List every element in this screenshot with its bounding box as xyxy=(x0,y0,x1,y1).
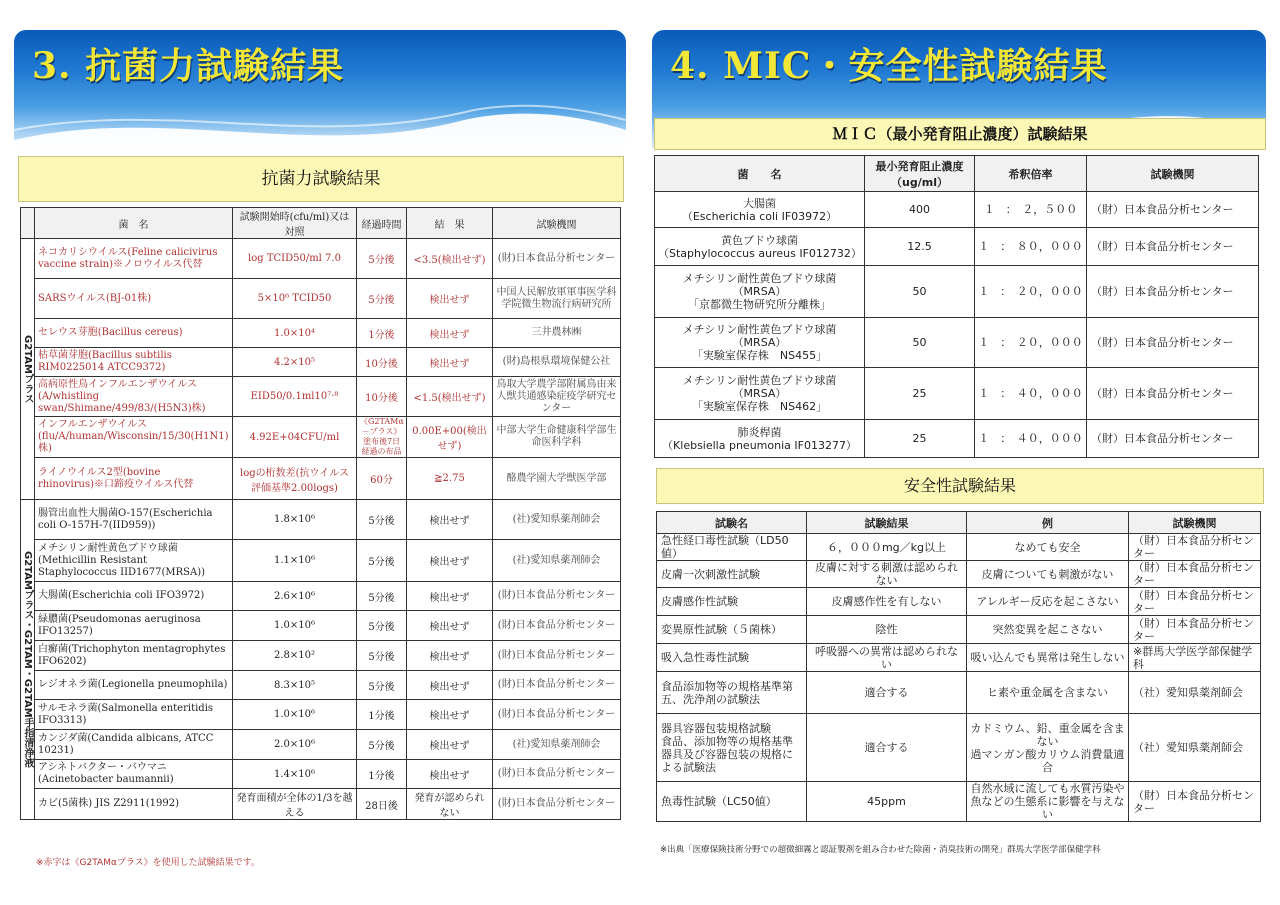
mic-lab-cell: （財）日本食品分析センター xyxy=(1087,192,1259,228)
safety-result-cell: 適合する xyxy=(807,672,967,714)
result-cell: <1.5(検出せず) xyxy=(407,377,493,417)
mic-table xyxy=(654,155,1259,458)
safety-lab-cell: （財）日本食品分析センター xyxy=(1129,782,1261,822)
start-cell: 4.92E+04CFU/ml xyxy=(233,417,357,458)
safety-example-cell: ヒ素や重金属を含まない xyxy=(967,672,1129,714)
left-footnote: ※赤字は《G2TAMαプラス》を使用した試験結果です。 xyxy=(36,858,260,868)
lab-cell: 鳥取大学農学部附属鳥由来人獣共通感染症疫学研究センター xyxy=(493,377,621,417)
lab-cell: (財)日本食品分析センター xyxy=(493,611,621,641)
header-time: 経過時間 xyxy=(357,208,407,239)
lab-cell: 中部大学生命健康科学部生命医科学科 xyxy=(493,417,621,458)
table-row xyxy=(657,561,1261,588)
organism-cell: 腸管出血性大腸菌O-157(Escherichia coli O-157H-7(IID959)) xyxy=(35,500,233,540)
group-label-g2tam-plus: G2TAMプラス xyxy=(21,239,35,500)
mic-lab-cell: （財）日本食品分析センター xyxy=(1087,368,1259,420)
time-cell: 60分 xyxy=(357,458,407,500)
safety-header-lab: 試験機関 xyxy=(1129,512,1261,534)
table-row xyxy=(655,420,1259,458)
table-row xyxy=(21,279,621,319)
result-cell: 検出せず xyxy=(407,348,493,377)
lab-cell: (社)愛知県薬剤師会 xyxy=(493,500,621,540)
organism-cell: メチシリン耐性黄色ブドウ球菌(Methicillin Resistant Staphylococcus IID1677(MRSA)) xyxy=(35,540,233,582)
time-cell: 5分後 xyxy=(357,239,407,279)
table-row xyxy=(21,700,621,730)
safety-lab-cell: （財）日本食品分析センター xyxy=(1129,534,1261,561)
start-cell: 1.0×10⁴ xyxy=(233,319,357,348)
safety-result-cell: 皮膚に対する刺激は認められない xyxy=(807,561,967,588)
result-cell: 検出せず xyxy=(407,760,493,789)
result-cell: ≧2.75 xyxy=(407,458,493,500)
safety-header-result: 試験結果 xyxy=(807,512,967,534)
safety-header-test: 試験名 xyxy=(657,512,807,534)
mic-lab-cell: （財）日本食品分析センター xyxy=(1087,318,1259,368)
time-cell: 5分後 xyxy=(357,730,407,760)
mic-header-row xyxy=(655,156,1259,192)
table-row xyxy=(21,239,621,279)
table-row xyxy=(21,319,621,348)
organism-cell: ネコカリシウイルス(Feline calicivirus vaccine strain)※ノロウイルス代替 xyxy=(35,239,233,279)
table-row xyxy=(21,789,621,820)
table-row xyxy=(657,588,1261,616)
table-row xyxy=(655,318,1259,368)
mic-lab-cell: （財）日本食品分析センター xyxy=(1087,266,1259,318)
safety-test-cell: 吸入急性毒性試験 xyxy=(657,644,807,672)
organism-cell: アシネトバクター・バウマニ(Acinetobacter baumannii) xyxy=(35,760,233,789)
safety-example-cell: 突然変異を起こさない xyxy=(967,616,1129,644)
organism-cell: ライノウイルス2型(bovine rhinovirus)※口蹄疫ウイルス代替 xyxy=(35,458,233,500)
mic-organism-cell: 大腸菌 （Escherichia coli IF03972） xyxy=(655,192,865,228)
start-cell: EID50/0.1ml10⁷·⁸ xyxy=(233,377,357,417)
lab-cell: (財)日本食品分析センター xyxy=(493,789,621,820)
organism-cell: 緑膿菌(Pseudomonas aeruginosa IFO13257) xyxy=(35,611,233,641)
start-cell: 1.0×10⁶ xyxy=(233,700,357,730)
table-row xyxy=(21,500,621,540)
table-row xyxy=(655,266,1259,318)
result-cell: 検出せず xyxy=(407,319,493,348)
mic-ratio-cell: １ ： ２０，０００ xyxy=(975,318,1087,368)
safety-test-cell: 食品添加物等の規格基準第五、洗浄剤の試験法 xyxy=(657,672,807,714)
start-cell: 2.6×10⁶ xyxy=(233,582,357,611)
lab-cell: (財)日本食品分析センター xyxy=(493,239,621,279)
time-cell: 1分後 xyxy=(357,319,407,348)
mic-conc-cell: 400 xyxy=(865,192,975,228)
safety-test-cell: 皮膚一次刺激性試験 xyxy=(657,561,807,588)
mic-conc-cell: 50 xyxy=(865,318,975,368)
time-cell: 5分後 xyxy=(357,641,407,671)
table-row xyxy=(21,611,621,641)
result-cell: 検出せず xyxy=(407,540,493,582)
start-cell: 4.2×10⁵ xyxy=(233,348,357,377)
mic-organism-cell: メチシリン耐性黄色ブドウ球菌 （MRSA） 「実験室保存株 NS455」 xyxy=(655,318,865,368)
table-row xyxy=(657,714,1261,782)
result-cell: 検出せず xyxy=(407,671,493,700)
time-cell: 5分後 xyxy=(357,671,407,700)
header-start: 試験開始時(cfu/ml)又は対照 xyxy=(233,208,357,239)
safety-section-title: 安全性試験結果 xyxy=(656,468,1264,504)
table-row xyxy=(21,348,621,377)
table-row xyxy=(21,760,621,789)
start-cell: 2.8×10² xyxy=(233,641,357,671)
mic-ratio-cell: １ ： ４０，０００ xyxy=(975,420,1087,458)
start-cell: 5×10⁶ TCID50 xyxy=(233,279,357,319)
lab-cell: (財)日本食品分析センター xyxy=(493,582,621,611)
time-cell: 5分後 xyxy=(357,279,407,319)
safety-lab-cell: ※群馬大学医学部保健学科 xyxy=(1129,644,1261,672)
result-cell: 検出せず xyxy=(407,279,493,319)
wave-decoration xyxy=(14,100,626,160)
table-row xyxy=(21,417,621,458)
start-cell: 1.0×10⁶ xyxy=(233,611,357,641)
mic-organism-cell: 肺炎桿菌 （Klebsiella pneumonia IF013277） xyxy=(655,420,865,458)
organism-cell: 白癬菌(Trichophyton mentagrophytes IFO6202) xyxy=(35,641,233,671)
start-cell: log TCID50/ml 7.0 xyxy=(233,239,357,279)
safety-result-cell: 45ppm xyxy=(807,782,967,822)
mic-ratio-cell: １ ： ２，５００ xyxy=(975,192,1087,228)
right-footnote: ※出典「医療保険技術分野での超微細霧と認証製剤を組み合わせた除菌・消臭技術の開発」群馬大学医学部保健学科 xyxy=(660,845,1101,855)
mic-conc-cell: 12.5 xyxy=(865,228,975,266)
mic-header-conc: 最小発育阻止濃度 （ug/ml） xyxy=(865,156,975,192)
organism-cell: カビ(5菌株) JIS Z2911(1992) xyxy=(35,789,233,820)
organism-cell: インフルエンザウイルス(flu/A/human/Wisconsin/15/30(H1N1)株) xyxy=(35,417,233,458)
antibacterial-table xyxy=(20,207,621,820)
safety-table xyxy=(656,511,1261,822)
start-cell: 1.1×10⁶ xyxy=(233,540,357,582)
safety-result-cell: 呼吸器への異常は認められない xyxy=(807,644,967,672)
start-cell: 8.3×10⁵ xyxy=(233,671,357,700)
result-cell: 検出せず xyxy=(407,700,493,730)
safety-test-cell: 皮膚感作性試験 xyxy=(657,588,807,616)
table-row xyxy=(21,458,621,500)
result-cell: 0.00E+00(検出せず) xyxy=(407,417,493,458)
result-cell: <3.5(検出せず) xyxy=(407,239,493,279)
mic-ratio-cell: １ ： ４０，０００ xyxy=(975,368,1087,420)
table-row xyxy=(655,368,1259,420)
safety-test-cell: 変異原性試験（５菌株） xyxy=(657,616,807,644)
antibacterial-section-title: 抗菌力試験結果 xyxy=(18,156,624,202)
table-row xyxy=(21,730,621,760)
safety-example-cell: 皮膚についても刺激がない xyxy=(967,561,1129,588)
organism-cell: 大腸菌(Escherichia coli IFO3972) xyxy=(35,582,233,611)
lab-cell: (財)日本食品分析センター xyxy=(493,671,621,700)
result-cell: 発育が認められない xyxy=(407,789,493,820)
safety-lab-cell: （社）愛知県薬剤師会 xyxy=(1129,714,1261,782)
result-cell: 検出せず xyxy=(407,611,493,641)
time-cell: 5分後 xyxy=(357,611,407,641)
time-cell: 5分後 xyxy=(357,582,407,611)
safety-test-cell: 器具容器包装規格試験 食品、添加物等の規格基準 器具及び容器包装の規格による試験法 xyxy=(657,714,807,782)
time-cell: 10分後 xyxy=(357,348,407,377)
safety-example-cell: 吸い込んでも異常は発生しない xyxy=(967,644,1129,672)
result-cell: 検出せず xyxy=(407,730,493,760)
time-cell: 28日後 xyxy=(357,789,407,820)
left-header-banner xyxy=(14,30,626,160)
table-row xyxy=(21,377,621,417)
mic-lab-cell: （財）日本食品分析センター xyxy=(1087,228,1259,266)
header-lab: 試験機関 xyxy=(493,208,621,239)
safety-example-cell: カドミウム、鉛、重金属を含まない 過マンガン酸カリウム消費量適合 xyxy=(967,714,1129,782)
table-row xyxy=(657,782,1261,822)
organism-cell: SARSウイルス(BJ-01株) xyxy=(35,279,233,319)
mic-header-ratio: 希釈倍率 xyxy=(975,156,1087,192)
table-row xyxy=(21,540,621,582)
start-cell: 2.0×10⁶ xyxy=(233,730,357,760)
antibacterial-header-row xyxy=(21,208,621,239)
safety-header-example: 例 xyxy=(967,512,1129,534)
mic-conc-cell: 50 xyxy=(865,266,975,318)
start-cell: 1.4×10⁶ xyxy=(233,760,357,789)
start-cell: 1.8×10⁶ xyxy=(233,500,357,540)
table-row xyxy=(21,641,621,671)
start-cell: 発育面積が全体の1/3を越える xyxy=(233,789,357,820)
mic-lab-cell: （財）日本食品分析センター xyxy=(1087,420,1259,458)
table-row xyxy=(655,192,1259,228)
lab-cell: (社)愛知県薬剤師会 xyxy=(493,540,621,582)
lab-cell: (財)島根県環境保健公社 xyxy=(493,348,621,377)
result-cell: 検出せず xyxy=(407,582,493,611)
mic-organism-cell: 黄色ブドウ球菌 （Staphylococcus aureus IF012732） xyxy=(655,228,865,266)
time-cell: 10分後 xyxy=(357,377,407,417)
lab-cell: (財)日本食品分析センター xyxy=(493,700,621,730)
safety-result-cell: 陰性 xyxy=(807,616,967,644)
time-cell: 1分後 xyxy=(357,700,407,730)
lab-cell: 中国人民解放軍軍事医学科学院微生物流行病研究所 xyxy=(493,279,621,319)
safety-result-cell: 皮膚感作性を有しない xyxy=(807,588,967,616)
organism-cell: 枯草菌芽胞(Bacillus subtilis RIM0225014 ATCC9372) xyxy=(35,348,233,377)
mic-ratio-cell: １ ： ２０，０００ xyxy=(975,266,1087,318)
mic-conc-cell: 25 xyxy=(865,368,975,420)
safety-test-cell: 急性経口毒性試験（LD50値） xyxy=(657,534,807,561)
mic-organism-cell: メチシリン耐性黄色ブドウ球菌 （MRSA） 「京都微生物研究所分離株」 xyxy=(655,266,865,318)
lab-cell: (社)愛知県薬剤師会 xyxy=(493,730,621,760)
mic-header-organism: 菌 名 xyxy=(655,156,865,192)
left-page-title: 3. 抗菌力試験結果 xyxy=(32,45,345,87)
safety-example-cell: 自然水域に流しても水質汚染や 魚などの生態系に影響を与えない xyxy=(967,782,1129,822)
safety-result-cell: 適合する xyxy=(807,714,967,782)
mic-organism-cell: メチシリン耐性黄色ブドウ球菌 （MRSA） 「実験室保存株 NS462」 xyxy=(655,368,865,420)
header-result: 結 果 xyxy=(407,208,493,239)
mic-ratio-cell: １ ： ８０，０００ xyxy=(975,228,1087,266)
result-cell: 検出せず xyxy=(407,500,493,540)
safety-test-cell: 魚毒性試験（LC50値） xyxy=(657,782,807,822)
mic-header-lab: 試験機関 xyxy=(1087,156,1259,192)
right-page-title: 4. MIC・安全性試験結果 xyxy=(670,45,1108,87)
organism-cell: 高病原性鳥インフルエンザウイルス(A/whistling swan/Shimane/499/83/(H5N3)株) xyxy=(35,377,233,417)
organism-cell: セレウス芽胞(Bacillus cereus) xyxy=(35,319,233,348)
lab-cell: (財)日本食品分析センター xyxy=(493,760,621,789)
header-organism: 菌 名 xyxy=(35,208,233,239)
table-row xyxy=(655,228,1259,266)
safety-header-row xyxy=(657,512,1261,534)
table-row xyxy=(657,644,1261,672)
time-cell: 1分後 xyxy=(357,760,407,789)
mic-conc-cell: 25 xyxy=(865,420,975,458)
mic-section-title: ＭＩＣ（最小発育阻止濃度）試験結果 xyxy=(654,118,1266,150)
safety-example-cell: なめても安全 xyxy=(967,534,1129,561)
organism-cell: カンジダ菌(Candida albicans, ATCC 10231) xyxy=(35,730,233,760)
header-corner xyxy=(21,208,35,239)
safety-example-cell: アレルギー反応を起こさない xyxy=(967,588,1129,616)
safety-lab-cell: （社）愛知県薬剤師会 xyxy=(1129,672,1261,714)
organism-cell: サルモネラ菌(Salmonella enteritidis IFO3313) xyxy=(35,700,233,730)
time-cell: 5分後 xyxy=(357,500,407,540)
table-row xyxy=(21,671,621,700)
safety-lab-cell: （財）日本食品分析センター xyxy=(1129,616,1261,644)
safety-lab-cell: （財）日本食品分析センター xyxy=(1129,561,1261,588)
result-cell: 検出せず xyxy=(407,641,493,671)
organism-cell: レジオネラ菌(Legionella pneumophila) xyxy=(35,671,233,700)
safety-result-cell: ６，０００mg／kg以上 xyxy=(807,534,967,561)
time-cell: 《G2TAMα－プラス》塗布後7日経過の布品 xyxy=(357,417,407,458)
lab-cell: 酪農学園大学獣医学部 xyxy=(493,458,621,500)
lab-cell: 三井農林㈱ xyxy=(493,319,621,348)
time-cell: 5分後 xyxy=(357,540,407,582)
table-row xyxy=(657,616,1261,644)
start-cell: logの桁数差(抗ウイルス評価基準2.00logs) xyxy=(233,458,357,500)
lab-cell: (財)日本食品分析センター xyxy=(493,641,621,671)
table-row xyxy=(21,582,621,611)
safety-lab-cell: （財）日本食品分析センター xyxy=(1129,588,1261,616)
table-row xyxy=(657,534,1261,561)
table-row xyxy=(657,672,1261,714)
group-label-g2tam-all: G2TAMプラス・G2TAM・G2TAM手指清浄液 xyxy=(21,500,35,820)
